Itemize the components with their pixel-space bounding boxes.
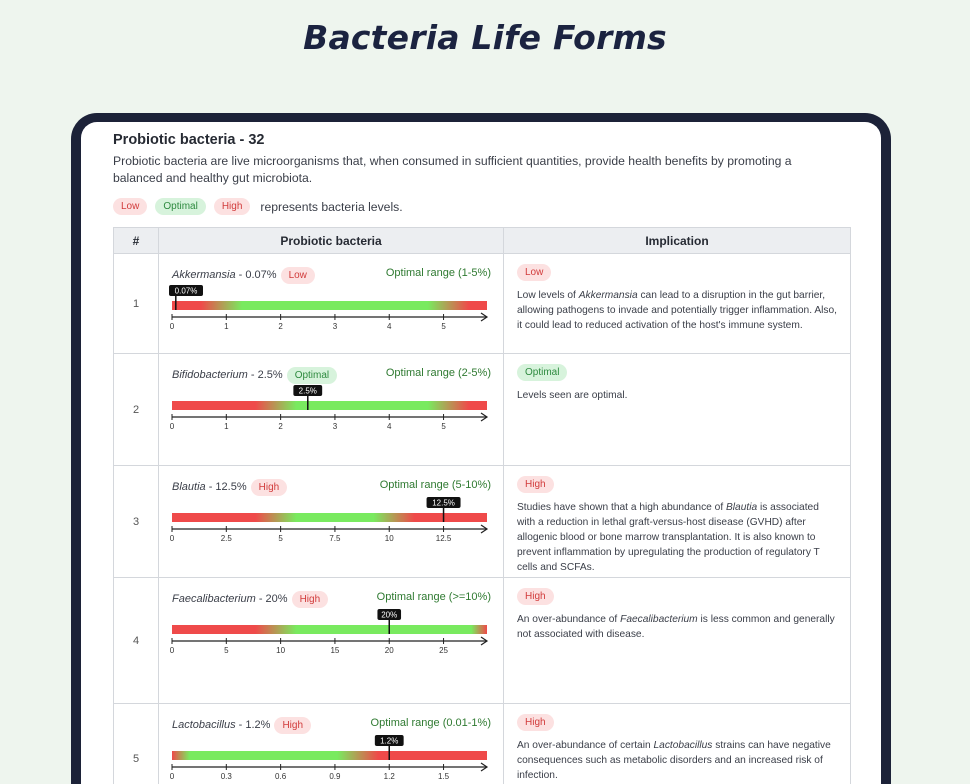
axis-tick-label: 25 (439, 646, 449, 655)
status-badge: High (251, 479, 288, 496)
legend-high-badge: High (214, 198, 251, 215)
legend (113, 198, 403, 215)
range-bar (172, 625, 487, 634)
axis-tick-label: 1.5 (437, 772, 450, 781)
implication-text-segment: strains can have negative consequences such as metabolic disorders and an increased risk of infection. (517, 740, 831, 781)
bacteria-label (172, 479, 287, 496)
bacteria-name: Bifidobacterium (172, 369, 248, 381)
implication-text (517, 388, 838, 403)
card-description: Probiotic bacteria are live microorganisms that, when consumed in sufficient quantities, provide health benefits by promoting a balanced and healthy gut microbiota. (113, 154, 792, 185)
implication-cell (504, 466, 851, 578)
optimal-range: Optimal range (1-5%) (385, 267, 491, 279)
implication-text-segment: Studies have shown that a high abundance of (517, 502, 726, 513)
name-separator: - (247, 369, 258, 381)
implication-cell (504, 704, 851, 784)
bacteria-label (172, 267, 315, 284)
implication-status-badge: High (517, 588, 554, 605)
axis-tick-label: 3 (332, 422, 338, 431)
implication-italic-term: Akkermansia (578, 290, 638, 301)
axis-tick-label: 5 (441, 422, 446, 431)
table-row (114, 254, 851, 354)
implication-text (517, 738, 838, 783)
axis-tick-label: 0 (169, 534, 175, 543)
axis-tick-label: 5 (441, 322, 446, 331)
legend-optimal-badge: Optimal (155, 198, 205, 215)
table-row (114, 354, 851, 466)
bacteria-cell (159, 354, 504, 466)
range-gauge (169, 734, 491, 782)
status-badge: High (274, 717, 311, 734)
card-title: Probiotic bacteria - 32 (113, 132, 265, 148)
implication-text-segment: is less common and generally not associated with disease. (517, 614, 835, 640)
optimal-range: Optimal range (>=10%) (376, 591, 491, 603)
bacteria-value: 12.5% (215, 481, 247, 493)
axis-tick-label: 0 (169, 772, 175, 781)
implication-text-segment: Low levels of (517, 290, 579, 301)
name-separator: - (255, 593, 266, 605)
axis-tick-label: 0.6 (275, 772, 287, 781)
header-num: # (114, 228, 159, 254)
bacteria-label (172, 717, 311, 734)
implication-status-badge: High (517, 714, 554, 731)
row-number: 3 (114, 466, 159, 578)
range-gauge (169, 496, 491, 544)
probiotic-card (81, 122, 881, 784)
table-row (114, 466, 851, 578)
implication-status-badge: Low (517, 264, 551, 281)
implication-text-segment: An over-abundance of certain (517, 740, 654, 751)
bacteria-table (113, 227, 851, 784)
value-marker-label: 1.2% (380, 736, 399, 746)
optimal-range: Optimal range (5-10%) (379, 479, 491, 491)
page-title: Bacteria Life Forms (303, 18, 667, 57)
axis-tick-label: 10 (384, 534, 394, 543)
axis-tick-label: 0.3 (220, 772, 232, 781)
row-number: 1 (114, 254, 159, 354)
implication-text-segment: can lead to a disruption in the gut barrier, allowing pathogens to invade and potentially trigger inflammation. Also, it could lead to reduced activation of the host's immune system. (517, 290, 837, 331)
range-bar (172, 401, 487, 410)
bacteria-label (172, 591, 328, 608)
legend-text: represents bacteria levels. (260, 199, 403, 214)
implication-text-segment: Levels seen are optimal. (517, 390, 628, 401)
axis-tick-label: 10 (276, 646, 286, 655)
optimal-range: Optimal range (0.01-1%) (370, 717, 491, 729)
implication-cell (504, 254, 851, 354)
bacteria-cell (159, 466, 504, 578)
bacteria-cell (159, 578, 504, 704)
axis-tick-label: 0 (169, 646, 175, 655)
implication-cell (504, 578, 851, 704)
axis-tick-label: 5 (278, 534, 283, 543)
bacteria-name: Faecalibacterium (172, 593, 256, 605)
implication-text (517, 288, 838, 333)
value-marker-label: 2.5% (298, 386, 317, 396)
axis-tick-label: 1 (224, 322, 229, 331)
header-implication: Implication (504, 228, 851, 254)
implication-cell (504, 354, 851, 466)
axis-tick-label: 20 (384, 646, 394, 655)
optimal-range: Optimal range (2-5%) (385, 367, 491, 379)
name-separator: - (235, 719, 246, 731)
axis-tick-label: 2 (278, 422, 283, 431)
axis-tick-label: 0 (169, 422, 175, 431)
name-separator: - (235, 269, 246, 281)
row-number: 5 (114, 704, 159, 784)
range-gauge (169, 608, 491, 656)
implication-status-badge: High (517, 476, 554, 493)
axis-tick-label: 3 (332, 322, 338, 331)
axis-tick-label: 2 (278, 322, 283, 331)
bacteria-name: Blautia (172, 481, 206, 493)
row-number: 2 (114, 354, 159, 466)
range-bar (172, 751, 487, 760)
axis-tick-label: 4 (387, 422, 392, 431)
status-badge: Optimal (287, 367, 337, 384)
value-marker-label: 20% (381, 610, 398, 620)
axis-tick-label: 2.5 (220, 534, 232, 543)
bacteria-cell (159, 254, 504, 354)
axis-tick-label: 0 (169, 322, 175, 331)
range-bar (172, 301, 487, 310)
implication-text-segment: is associated with a reduction in lethal graft-versus-host disease (GVHD) after allogenic blood or bone marrow transplantation. It is also known to prevent inflammation by upregulating the production of regulatory T cells and SCFAs. (517, 502, 820, 573)
name-separator: - (205, 481, 216, 493)
bacteria-label (172, 367, 337, 384)
row-number: 4 (114, 578, 159, 704)
status-badge: Low (281, 267, 315, 284)
bacteria-value: 0.07% (245, 269, 277, 281)
axis-tick-label: 0.9 (329, 772, 341, 781)
bacteria-value: 2.5% (257, 369, 283, 381)
legend-low-badge: Low (113, 198, 147, 215)
implication-italic-term: Lactobacillus (653, 740, 713, 751)
axis-tick-label: 12.5 (435, 534, 452, 543)
bacteria-value: 1.2% (245, 719, 271, 731)
implication-italic-term: Blautia (726, 502, 758, 513)
range-gauge (169, 384, 491, 432)
axis-tick-label: 15 (330, 646, 340, 655)
bacteria-cell (159, 704, 504, 784)
table-header-row (114, 228, 851, 254)
axis-tick-label: 5 (224, 646, 229, 655)
bacteria-name: Akkermansia (172, 269, 236, 281)
value-marker-label: 0.07% (174, 286, 198, 296)
axis-tick-label: 7.5 (329, 534, 341, 543)
table-row (114, 704, 851, 784)
bacteria-value: 20% (265, 593, 288, 605)
implication-text (517, 612, 838, 642)
axis-tick-label: 1 (224, 422, 229, 431)
bacteria-name: Lactobacillus (172, 719, 236, 731)
range-gauge (169, 284, 491, 332)
implication-text (517, 500, 838, 575)
range-bar (172, 513, 487, 522)
header-bacteria: Probiotic bacteria (159, 228, 504, 254)
implication-status-badge: Optimal (517, 364, 567, 381)
implication-italic-term: Faecalibacterium (620, 614, 698, 625)
axis-tick-label: 4 (387, 322, 392, 331)
axis-tick-label: 1.2 (383, 772, 395, 781)
status-badge: High (292, 591, 329, 608)
implication-text-segment: An over-abundance of (517, 614, 621, 625)
value-marker-label: 12.5% (432, 498, 455, 508)
table-row (114, 578, 851, 704)
